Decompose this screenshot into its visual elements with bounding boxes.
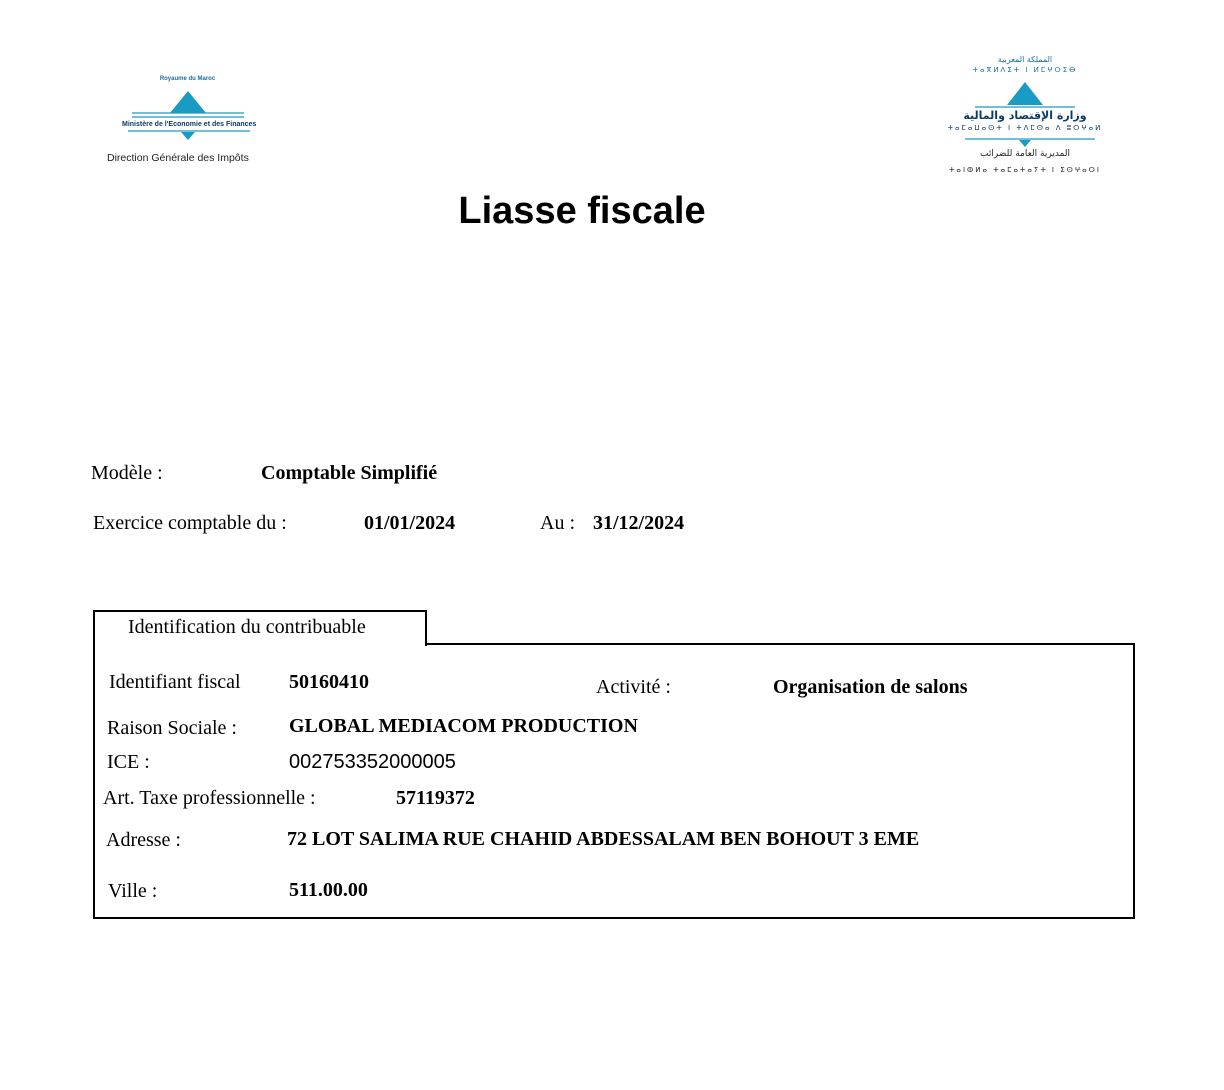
ministry-logo bbox=[100, 72, 270, 172]
tax-label: Art. Taxe professionnelle : bbox=[103, 787, 316, 809]
address-value: 72 LOT SALIMA RUE CHAHID ABDESSALAM BEN BOHOUT 3 EME bbox=[287, 828, 920, 850]
page-title: Liasse fiscale bbox=[458, 190, 706, 232]
fiscal-year-end: 31/12/2024 bbox=[593, 512, 685, 534]
dgi-label: Direction Générale des Impôts bbox=[107, 152, 249, 164]
fiscal-year-end-label: Au : bbox=[540, 512, 575, 534]
arabic-kingdom-label: المملكة المغربية bbox=[997, 55, 1053, 64]
fiscal-year-start: 01/01/2024 bbox=[364, 512, 456, 534]
ice-value: 002753352000005 bbox=[289, 751, 456, 773]
ministry-label: Ministère de l'Economie et des Finances bbox=[122, 121, 257, 128]
company-label: Raison Sociale : bbox=[107, 717, 237, 739]
activity-value: Organisation de salons bbox=[773, 676, 968, 698]
fiscal-year-label: Exercice comptable du : bbox=[93, 512, 287, 534]
arabic-ministry-label: وزارة الإقتصاد والمالية bbox=[963, 109, 1087, 122]
ministry-emblem-icon bbox=[118, 86, 258, 151]
identification-title: Identification du contribuable bbox=[128, 616, 366, 638]
ice-label: ICE : bbox=[107, 751, 150, 773]
tifinagh-dgi-label: ⵜⴰⵏⵀⵍⴰ ⵜⴰⵎⴰⵜⴰⵢⵜ ⵏ ⵉⵙⵖⴰⵔⵏ bbox=[949, 166, 1101, 174]
fiscal-id-value: 50160410 bbox=[289, 671, 369, 693]
company-value: GLOBAL MEDIACOM PRODUCTION bbox=[289, 715, 638, 737]
model-value: Comptable Simplifié bbox=[261, 462, 438, 484]
tifinagh-kingdom-label: ⵜⴰⴳⵍⴷⵉⵜ ⵏ ⵍⵎⵖⵔⵉⴱ bbox=[972, 66, 1078, 74]
activity-label: Activité : bbox=[596, 676, 671, 698]
dgi-arabic-logo bbox=[925, 55, 1130, 180]
city-value: 511.00.00 bbox=[289, 879, 368, 901]
fiscal-id-label: Identifiant fiscal bbox=[109, 671, 241, 693]
tax-value: 57119372 bbox=[396, 787, 475, 809]
address-label: Adresse : bbox=[106, 829, 181, 851]
kingdom-label: Royaume du Maroc bbox=[159, 76, 216, 82]
tifinagh-ministry-label: ⵜⴰⵎⴰⵡⴰⵙⵜ ⵏ ⵜⴷⵎⵙⴰ ⴷ ⵓⵔⵖⴰⵍ bbox=[947, 124, 1103, 132]
arabic-dgi-label: المديرية العامة للضرائب bbox=[980, 149, 1070, 159]
identification-tab bbox=[93, 610, 427, 646]
city-label: Ville : bbox=[108, 880, 158, 902]
model-label: Modèle : bbox=[91, 462, 163, 484]
